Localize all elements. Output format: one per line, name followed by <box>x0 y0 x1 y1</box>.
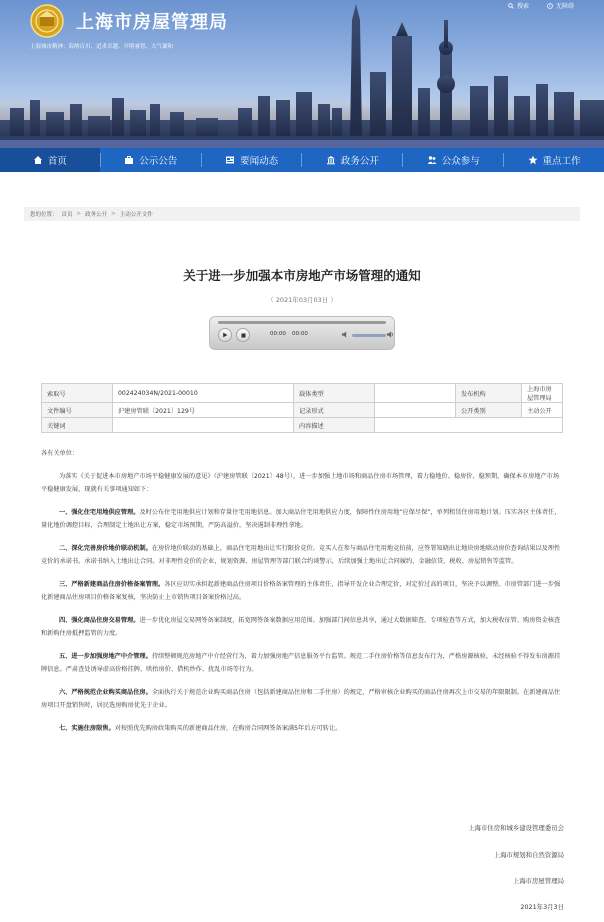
nav-public-participation-label: 公众参与 <box>441 156 480 167</box>
section-heading: 二、深化完善房价地价联动机制。 <box>59 545 152 552</box>
meta-label-keywords: 关键词 <box>42 418 113 433</box>
meta-label-disclosure-category: 公开类别 <box>456 403 522 418</box>
breadcrumb-home[interactable]: 首页 <box>61 212 73 218</box>
star-icon <box>528 155 538 165</box>
section-text: 各区应切实承担起新建商品住房项目价格备案管理的主体责任，指导开发企业合理定价，对定价过高的项目，坚决予以调整。市房管部门进一步强化新建商品住房项目价格备案复核，坚决防止上市销售项目备案价格过高。 <box>41 581 561 601</box>
section-heading: 六、严格规范企业购买商品住房。 <box>59 689 152 696</box>
table-row <box>42 403 563 418</box>
nav-home-label: 首页 <box>47 156 67 167</box>
document-body <box>41 447 565 735</box>
meta-label-description: 内容描述 <box>294 418 375 433</box>
intro-paragraph: 为落实《关于促进本市房地产市场平稳健康发展的意见》（沪建房管联〔2021〕48号），进一步加强土地市场和商品住房市场管理，着力稳地价、稳房价、稳预期，确保本市房地产市场平稳健康发展，现就有关事项通知如下： <box>41 473 560 493</box>
document-title: 关于进一步加强本市房地产市场管理的通知 <box>183 268 421 283</box>
nav-government-affairs[interactable] <box>302 148 402 172</box>
nav-public-participation[interactable] <box>403 148 503 172</box>
section-heading: 一、强化住宅用地供应管理。 <box>59 509 140 516</box>
breadcrumb-separator: > <box>76 211 82 217</box>
section-paragraph <box>41 650 565 676</box>
people-icon <box>427 155 437 165</box>
nav-news-label: 要闻动态 <box>240 156 279 167</box>
meta-value-carrier-type <box>375 384 456 403</box>
search-icon <box>508 3 514 9</box>
section-text: 对按照优先购房政策购买的新建商品住房，在购房合同网签备案满5年后方可转让。 <box>114 725 342 732</box>
signature-housing-administration-bureau: 上海市房屋管理局 <box>512 877 564 885</box>
section-paragraph <box>41 542 565 568</box>
nav-news[interactable] <box>202 148 302 172</box>
salutation: 各有关单位： <box>41 450 79 457</box>
section-text: 及时公布住宅用地供应计划和存量住宅用地信息。加大商品住宅用地供应力度，保障性住房用地“应保尽保”，单列租赁住房用地计划。压实各区主体责任，量化地价调控目标，合理制定土地出让方案，稳定市场预期，严防高溢价，坚决遏制非理性拿地。 <box>41 509 561 529</box>
main-nav <box>0 148 604 172</box>
play-icon <box>222 332 228 338</box>
duration-time: 00:00 <box>292 331 308 337</box>
meta-label-carrier-type: 载体类型 <box>294 384 375 403</box>
section-text: 持续整顿规范房地产中介经营行为，着力加强房地产信息服务平台监管。规范二手住房价格等信息发布行为，严格房源核验，未经核验不得发布房源挂牌信息。严肃查处诱导虚高价格挂牌、哄抬房价、借机炒作、扰乱市场等行为。 <box>41 653 561 673</box>
volume-icon[interactable] <box>341 331 349 338</box>
accessibility-label: 无障碍 <box>555 3 574 10</box>
table-row <box>42 418 563 433</box>
section-paragraph <box>41 614 565 640</box>
breadcrumb-prefix: 您的位置： <box>30 212 58 218</box>
breadcrumb-separator: > <box>111 211 116 217</box>
table-row <box>42 384 563 403</box>
section-text: 全面执行关于规范企业购买商品住房（包括新建商品住房和二手住房）的规定，严格审核企业购买的商品住房再次上市交易的年限限制。在新建商品住房项目开盘销售时，居民选房购房优先于企业。 <box>41 689 561 709</box>
document-meta-table <box>41 383 563 433</box>
home-icon <box>33 155 43 165</box>
accessibility-icon <box>547 3 553 9</box>
play-button[interactable] <box>218 328 232 342</box>
newspaper-icon <box>225 155 235 165</box>
meta-value-keywords <box>113 418 294 433</box>
meta-label-record-form: 记录形式 <box>294 403 375 418</box>
building-icon <box>326 155 336 165</box>
nav-announcements-label: 公示公告 <box>139 156 178 167</box>
section-heading: 七、实施住房限售。 <box>59 725 115 732</box>
header-banner <box>0 0 604 148</box>
document-date: （ 2021年03月03日 ） <box>267 296 337 304</box>
section-heading: 五、进一步加强房地产中介管理。 <box>59 653 152 660</box>
accessibility-link[interactable] <box>547 1 574 10</box>
meta-label-index: 索取号 <box>42 384 113 403</box>
breadcrumb-active-disclosure[interactable]: 主动公开文件 <box>119 212 153 218</box>
search-link[interactable] <box>508 1 529 10</box>
meta-value-index: 002424034N/2021-00010 <box>113 384 294 403</box>
search-label: 搜索 <box>516 3 529 10</box>
meta-value-record-form <box>375 403 456 418</box>
section-heading: 三、严格新建商品住房价格备案管理。 <box>59 581 165 588</box>
meta-label-publisher: 发布机构 <box>456 384 522 403</box>
shanghai-housing-logo <box>30 4 64 38</box>
volume-slider[interactable] <box>352 334 386 337</box>
section-heading: 四、强化商品住房交易管理。 <box>59 617 140 624</box>
volume-max-icon[interactable] <box>386 331 394 338</box>
current-time: 00:00 <box>270 331 286 337</box>
section-text: 进一步优化房屋交易网签备案制度，拓宽网签备案数据应用范围。加强部门间信息共享，通过大数据筛查、专项检查等方式，加大税收征管、购房资金核查和新购住房抵押监管的力度。 <box>41 617 561 637</box>
meta-value-publisher: 上海市房屋管理局 <box>522 384 563 403</box>
signature-planning-resources-bureau: 上海市规划和自然资源局 <box>493 851 564 859</box>
meta-value-description <box>375 418 563 433</box>
nav-announcements[interactable] <box>101 148 201 172</box>
section-text: 在房价地价联动的基础上，商品住宅用地出让实行限价竞价。竞买人在参与商品住宅用地竞拍前，应签署知晓出让地块房地联动房价查询结果以及理性竞价的承诺书。承诺书纳入土地出让合同。对非理性竞价的企业，规划资源、房屋管理等部门联合约谈警示，后续加强土地出让合同履约、金融信贷、税收、房屋销售等监管。 <box>41 545 561 565</box>
breadcrumb <box>24 207 580 221</box>
nav-government-affairs-label: 政务公开 <box>340 156 379 167</box>
stop-icon <box>241 333 246 338</box>
audio-player <box>209 316 395 350</box>
section-paragraph <box>41 686 565 712</box>
section-paragraph <box>41 506 565 532</box>
nav-key-work-label: 重点工作 <box>542 156 581 167</box>
meta-label-doc-number: 文件编号 <box>42 403 113 418</box>
breadcrumb-government-affairs[interactable]: 政务公开 <box>85 212 108 218</box>
nav-key-work[interactable] <box>504 148 604 172</box>
briefcase-icon <box>124 155 134 165</box>
nav-home[interactable] <box>0 148 100 172</box>
site-title: 上海市房屋管理局 <box>76 12 228 33</box>
meta-value-disclosure-category: 主动公开 <box>522 403 563 418</box>
section-paragraph <box>41 722 565 735</box>
meta-value-doc-number: 沪建房管联〔2021〕129号 <box>113 403 294 418</box>
signature-date: 2021年3月3日 <box>520 903 564 911</box>
stop-button[interactable] <box>236 328 250 342</box>
section-paragraph <box>41 578 565 604</box>
signature-housing-construction-commission: 上海市住房和城乡建设管理委员会 <box>468 824 564 832</box>
audio-progress-bar[interactable] <box>218 321 386 324</box>
city-motto: 上海城市精神：海纳百川、追求卓越、开明睿智、大气谦和 <box>30 44 174 50</box>
